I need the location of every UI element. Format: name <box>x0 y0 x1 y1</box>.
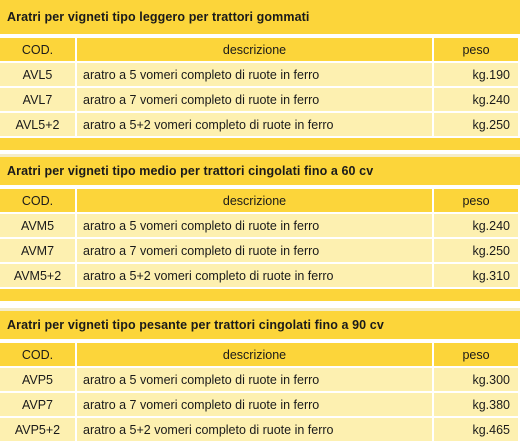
section-bottom-band <box>0 289 520 301</box>
header-cod: COD. <box>0 38 75 61</box>
product-table <box>0 189 520 287</box>
header-descrizione: descrizione <box>77 343 432 366</box>
table-row <box>0 113 520 136</box>
cell-cod: AVP5+2 <box>0 418 75 441</box>
header-cod: COD. <box>0 343 75 366</box>
cell-descrizione: aratro a 5 vomeri completo di ruote in ferro <box>77 368 432 391</box>
table-row <box>0 264 520 287</box>
cell-descrizione: aratro a 5 vomeri completo di ruote in ferro <box>77 63 432 86</box>
cell-descrizione: aratro a 7 vomeri completo di ruote in ferro <box>77 88 432 111</box>
cell-cod: AVM5+2 <box>0 264 75 287</box>
table-header-row <box>0 38 520 61</box>
cell-descrizione: aratro a 7 vomeri completo di ruote in ferro <box>77 393 432 416</box>
section-leggero <box>0 0 520 150</box>
cell-descrizione: aratro a 7 vomeri completo di ruote in ferro <box>77 239 432 262</box>
cell-cod: AVP7 <box>0 393 75 416</box>
cell-peso: kg.465 <box>434 418 518 441</box>
header-descrizione: descrizione <box>77 38 432 61</box>
cell-cod: AVL5 <box>0 63 75 86</box>
cell-peso: kg.250 <box>434 113 518 136</box>
cell-cod: AVP5 <box>0 368 75 391</box>
cell-peso: kg.380 <box>434 393 518 416</box>
table-row <box>0 88 520 111</box>
cell-peso: kg.250 <box>434 239 518 262</box>
table-row <box>0 368 520 391</box>
header-descrizione: descrizione <box>77 189 432 212</box>
cell-peso: kg.240 <box>434 214 518 237</box>
cell-cod: AVL5+2 <box>0 113 75 136</box>
cell-peso: kg.190 <box>434 63 518 86</box>
cell-descrizione: aratro a 5 vomeri completo di ruote in ferro <box>77 214 432 237</box>
cell-cod: AVM5 <box>0 214 75 237</box>
header-peso: peso <box>434 343 518 366</box>
section-bottom-band <box>0 138 520 150</box>
cell-descrizione: aratro a 5+2 vomeri completo di ruote in ferro <box>77 264 432 287</box>
table-row <box>0 63 520 86</box>
table-header-row <box>0 189 520 212</box>
product-table <box>0 343 520 441</box>
table-row <box>0 393 520 416</box>
section-title: Aratri per vigneti tipo leggero per trattori gommati <box>0 0 520 34</box>
section-title: Aratri per vigneti tipo medio per trattori cingolati fino a 60 cv <box>0 154 520 185</box>
table-header-row <box>0 343 520 366</box>
cell-peso: kg.300 <box>434 368 518 391</box>
cell-descrizione: aratro a 5+2 vomeri completo di ruote in ferro <box>77 113 432 136</box>
section-medio <box>0 154 520 301</box>
header-peso: peso <box>434 189 518 212</box>
section-pesante <box>0 308 520 443</box>
product-table <box>0 38 520 136</box>
header-peso: peso <box>434 38 518 61</box>
table-row <box>0 239 520 262</box>
cell-peso: kg.310 <box>434 264 518 287</box>
cell-cod: AVM7 <box>0 239 75 262</box>
table-row <box>0 418 520 441</box>
cell-cod: AVL7 <box>0 88 75 111</box>
cell-descrizione: aratro a 5+2 vomeri completo di ruote in ferro <box>77 418 432 441</box>
header-cod: COD. <box>0 189 75 212</box>
section-title: Aratri per vigneti tipo pesante per trattori cingolati fino a 90 cv <box>0 308 520 339</box>
cell-peso: kg.240 <box>434 88 518 111</box>
table-row <box>0 214 520 237</box>
